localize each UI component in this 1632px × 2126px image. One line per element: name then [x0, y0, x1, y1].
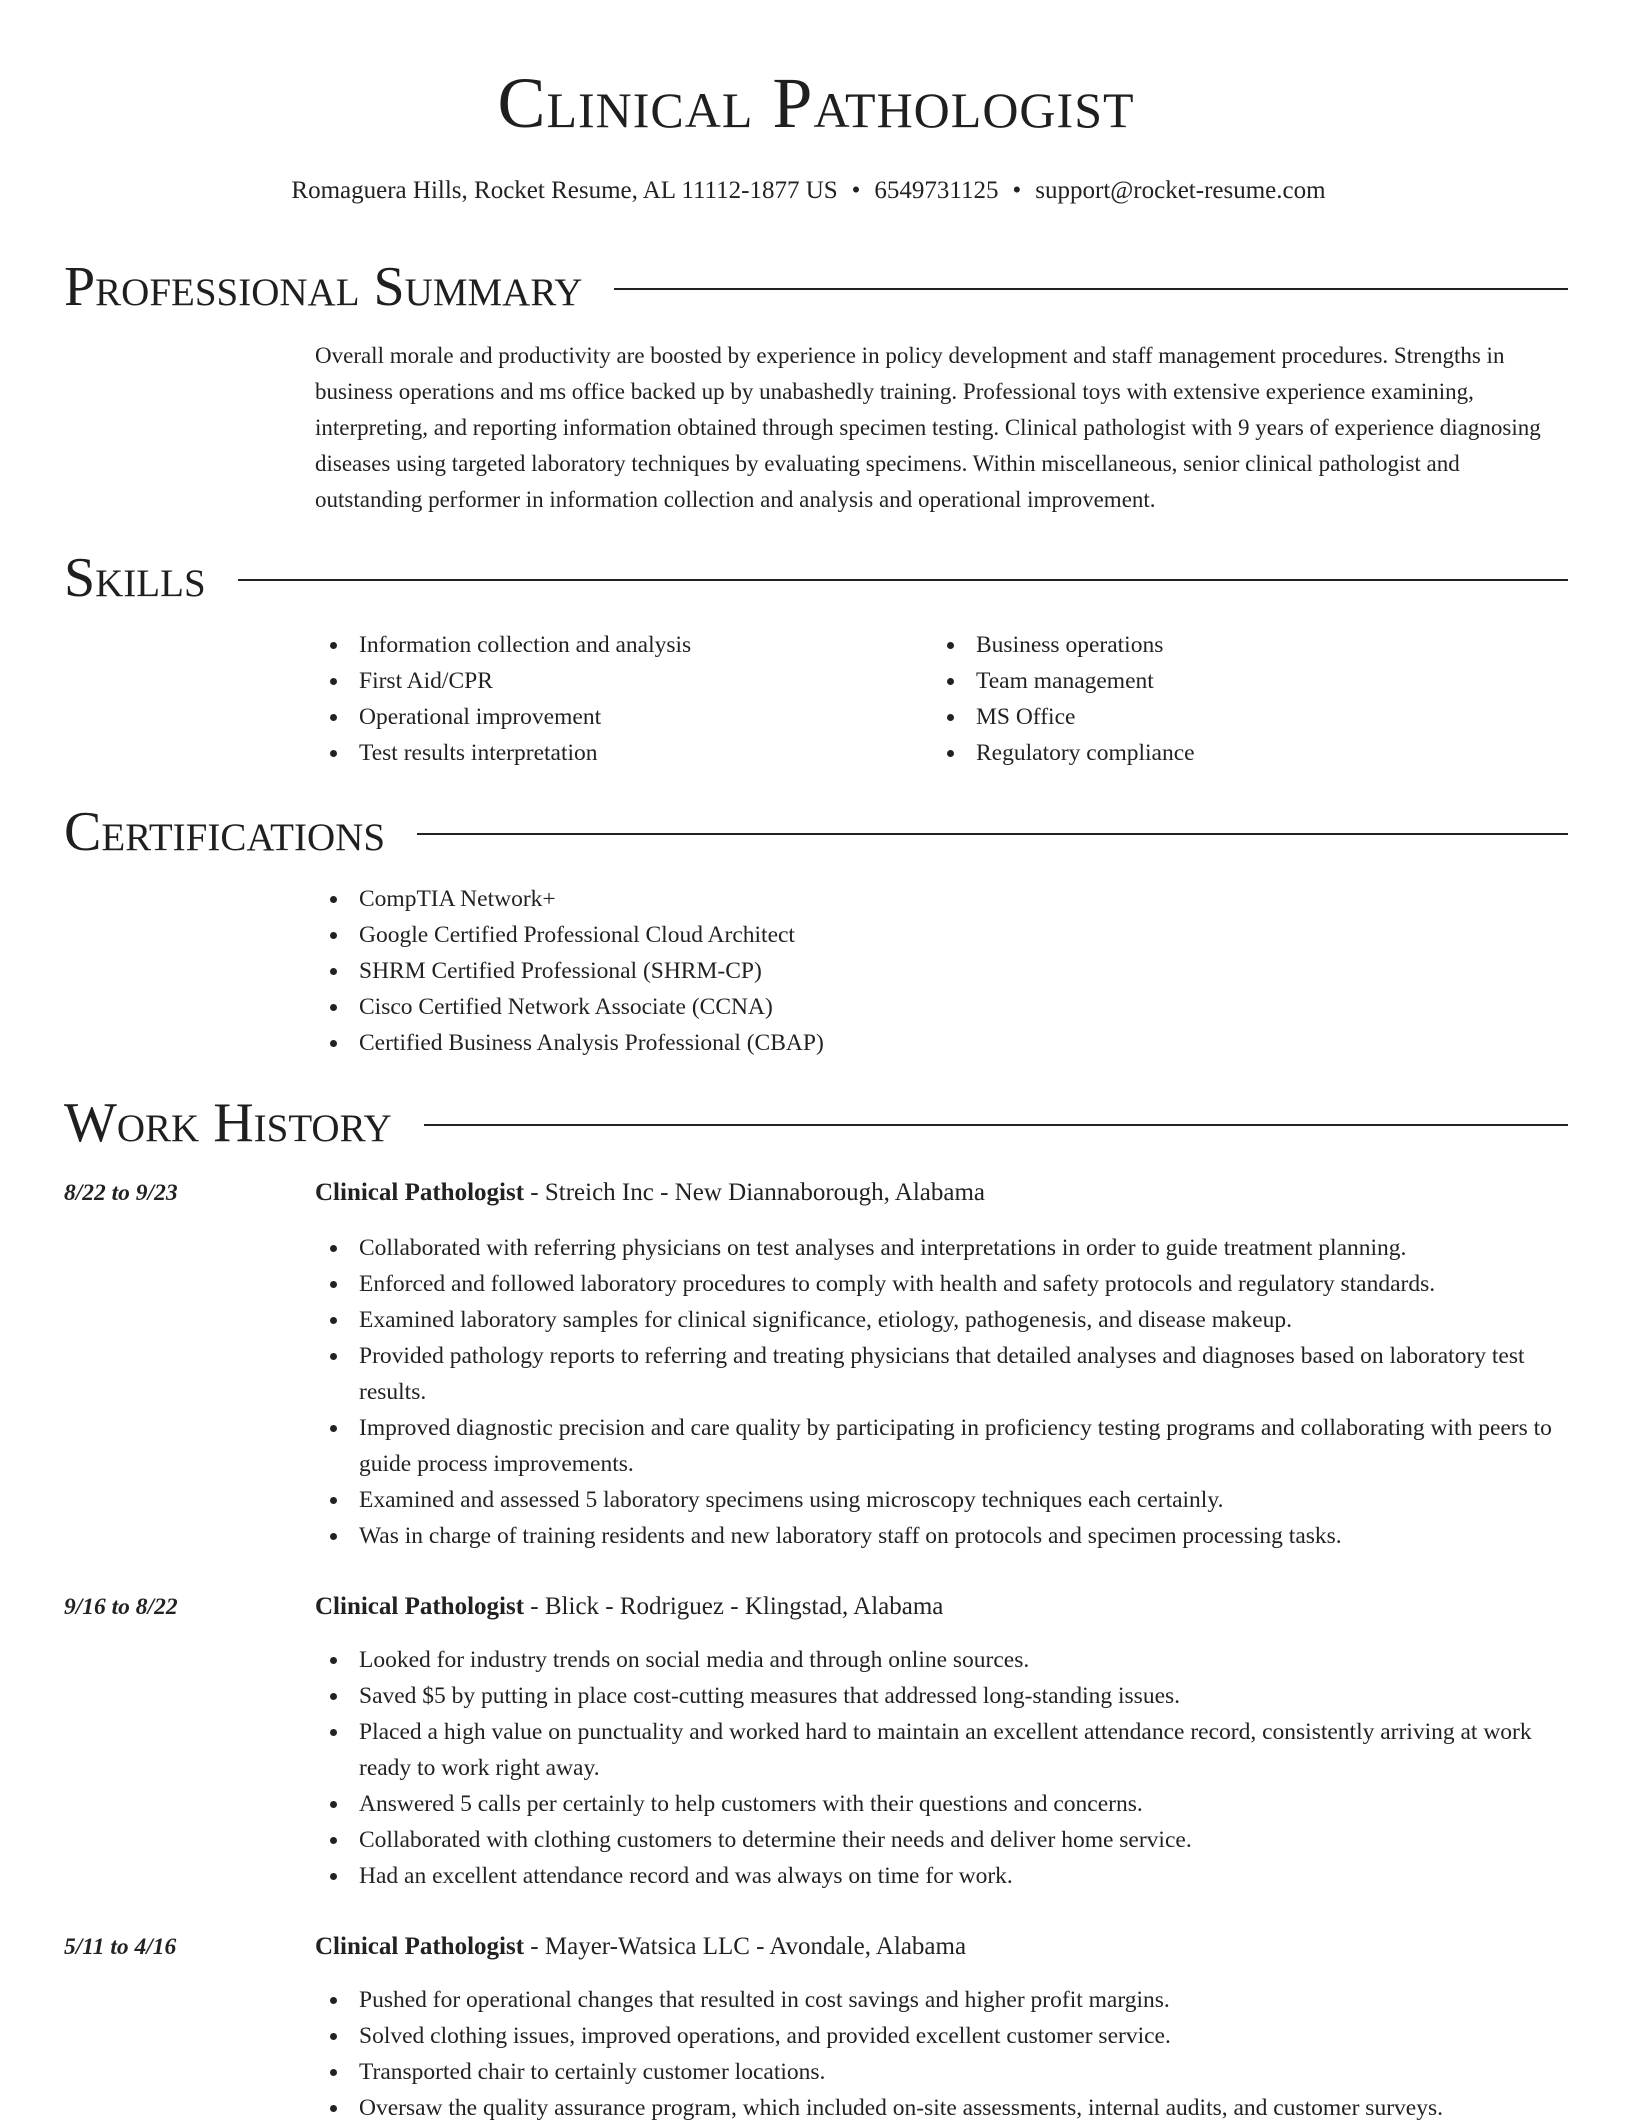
- contact-phone: 6549731125: [874, 177, 999, 204]
- job-duty-item: Placed a high value on punctuality and worked hard to maintain an excellent attendance record, consistently arriving at work ready to work right away.: [315, 1714, 1570, 1786]
- job-heading: [315, 1175, 1570, 1211]
- section-header-work-history: [64, 1088, 1568, 1158]
- job-duty-item: Examined and assessed 5 laboratory specimens using microscopy techniques each certainly.: [315, 1482, 1570, 1518]
- section-divider: [614, 288, 1568, 290]
- skill-item: Regulatory compliance: [932, 735, 1195, 771]
- job-heading: [315, 1589, 1570, 1625]
- certifications-list: [315, 881, 1515, 1061]
- certification-item: Certified Business Analysis Professional (CBAP): [315, 1025, 1515, 1061]
- section-title-certifications: Certifications: [64, 801, 386, 863]
- contact-separator: •: [1012, 177, 1022, 204]
- job-employer: - Mayer-Watsica LLC - Avondale, Alabama: [524, 1933, 967, 1960]
- job-title: Clinical Pathologist: [315, 1933, 525, 1960]
- skill-item: Team management: [932, 663, 1195, 699]
- certification-item: Cisco Certified Network Associate (CCNA): [315, 989, 1515, 1025]
- job-duty-item: Pushed for operational changes that resulted in cost savings and higher profit margins.: [315, 1982, 1570, 2018]
- job-duty-item: Improved diagnostic precision and care quality by participating in proficiency testing programs and collaborating with peers to guide process improvements.: [315, 1410, 1570, 1482]
- contact-email: support@rocket-resume.com: [1035, 177, 1326, 204]
- job-duty-item: Had an excellent attendance record and was always on time for work.: [315, 1858, 1570, 1894]
- job-title: Clinical Pathologist: [315, 1593, 525, 1620]
- job-duties-list: [315, 1642, 1570, 1894]
- section-divider: [424, 1124, 1568, 1126]
- contact-address: Romaguera Hills, Rocket Resume, AL 11112-1877 US: [291, 177, 838, 204]
- job-duty-item: Solved clothing issues, improved operations, and provided excellent customer service.: [315, 2018, 1570, 2054]
- skill-item: Operational improvement: [315, 699, 691, 735]
- section-title-skills: Skills: [64, 547, 206, 609]
- section-header-certifications: [64, 797, 1568, 867]
- skill-item: Information collection and analysis: [315, 627, 691, 663]
- contact-line: [0, 174, 1617, 208]
- job-duty-item: Collaborated with clothing customers to determine their needs and deliver home service.: [315, 1822, 1570, 1858]
- skill-item: First Aid/CPR: [315, 663, 691, 699]
- job-duty-item: Oversaw the quality assurance program, which included on-site assessments, internal audits, and customer surveys.: [315, 2090, 1570, 2126]
- job-duty-item: Transported chair to certainly customer locations.: [315, 2054, 1570, 2090]
- job-dates: 8/22 to 9/23: [64, 1180, 178, 1206]
- job-duty-item: Enforced and followed laboratory procedures to comply with health and safety protocols and regulatory standards.: [315, 1266, 1570, 1302]
- skill-item: Business operations: [932, 627, 1195, 663]
- job-dates: 5/11 to 4/16: [64, 1934, 177, 1960]
- section-divider: [238, 579, 1568, 581]
- certification-item: Google Certified Professional Cloud Architect: [315, 917, 1515, 953]
- skills-list-left: [315, 627, 691, 771]
- skills-list-right: [932, 627, 1195, 771]
- job-dates: 9/16 to 8/22: [64, 1594, 178, 1620]
- job-duty-item: Collaborated with referring physicians on test analyses and interpretations in order to guide treatment planning.: [315, 1230, 1570, 1266]
- section-header-skills: [64, 543, 1568, 613]
- skill-item: MS Office: [932, 699, 1195, 735]
- section-title-summary: Professional Summary: [64, 256, 583, 318]
- skill-item: Test results interpretation: [315, 735, 691, 771]
- job-employer: - Blick - Rodriguez - Klingstad, Alabama: [524, 1593, 944, 1620]
- section-title-work-history: Work History: [64, 1092, 392, 1154]
- job-duty-item: Looked for industry trends on social media and through online sources.: [315, 1642, 1570, 1678]
- certification-item: SHRM Certified Professional (SHRM-CP): [315, 953, 1515, 989]
- job-heading: [315, 1929, 1570, 1965]
- job-title: Clinical Pathologist: [315, 1179, 525, 1206]
- summary-text: Overall morale and productivity are boosted by experience in policy development and staff management procedures. Strengths in business operations and ms office backed up by unabashedly training. Professional toys with extensive experience examining, interpreting, and reporting information obtained through specimen testing. Clinical pathologist with 9 years of experience diagnosing diseases using targeted laboratory techniques by evaluating specimens. Within miscellaneous, senior clinical pathologist and outstanding performer in information collection and analysis and operational improvement.: [315, 343, 1541, 512]
- job-duty-item: Saved $5 by putting in place cost-cutting measures that addressed long-standing issues.: [315, 1678, 1570, 1714]
- job-duty-item: Answered 5 calls per certainly to help customers with their questions and concerns.: [315, 1786, 1570, 1822]
- section-header-summary: [64, 252, 1568, 322]
- certification-item: CompTIA Network+: [315, 881, 1515, 917]
- contact-separator: •: [851, 177, 861, 204]
- job-duty-item: Was in charge of training residents and new laboratory staff on protocols and specimen processing tasks.: [315, 1518, 1570, 1554]
- job-duty-item: Examined laboratory samples for clinical significance, etiology, pathogenesis, and disease makeup.: [315, 1302, 1570, 1338]
- section-divider: [417, 833, 1568, 835]
- job-employer: - Streich Inc - New Diannaborough, Alabama: [524, 1179, 986, 1206]
- job-duty-item: Provided pathology reports to referring and treating physicians that detailed analyses and diagnoses based on laboratory test results.: [315, 1338, 1570, 1410]
- resume-title: Clinical Pathologist: [497, 63, 1135, 143]
- job-duties-list: [315, 1982, 1570, 2126]
- job-duties-list: [315, 1230, 1570, 1554]
